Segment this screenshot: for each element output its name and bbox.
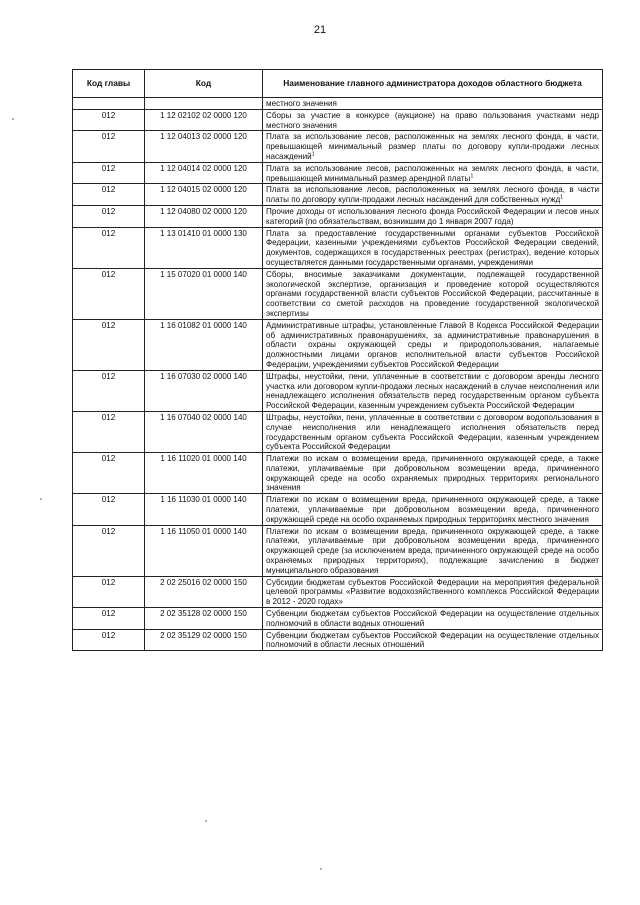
revenue-code-cell: 1 15 07020 01 0000 140: [145, 268, 263, 319]
chapter-code-cell: 012: [73, 411, 145, 452]
revenue-name-text: Платежи по искам о возмещении вреда, причиненного окружающей среде, а также платежи, уплачиваемые при добровольном возмещении вреда, причиненного окружающей среде на особо охраняемых природных территориях местного значения: [266, 495, 599, 524]
continuation-name-cell: местного значения: [263, 98, 603, 110]
table-row: [73, 370, 603, 411]
revenue-name-text: Платежи по искам о возмещении вреда, причиненного окружающей среде, а также платежи, уплачиваемые при добровольном возмещении вреда, причиненного окружающей среде на особо охраняемых природных территориях регионального значения: [266, 454, 599, 493]
revenue-code-cell: 2 02 25016 02 0000 150: [145, 576, 263, 607]
administrator-name-cell: [263, 205, 603, 227]
revenue-name-text: Субвенции бюджетам субъектов Российской Федерации на осуществление отдельных полномочий в области водных отношений: [266, 609, 599, 628]
revenue-name-text: Плата за использование лесов, расположенных на землях лесного фонда, в части, превышающей минимальный размер платы по договору купли-продажи лесных насаждений: [266, 132, 599, 161]
footnote-marker: 1: [470, 172, 474, 179]
page-number: 21: [313, 24, 327, 36]
revenue-name-text: Административные штрафы, установленные Главой 8 Кодекса Российской Федерации об административных правонарушениях, за административные правонарушения в области охраны окружающей среды и природопользования, налагаемые должностными лицами органов исполнительной власти субъектов Российской Федерации, учреждениями субъектов Российской Федерации: [266, 320, 599, 369]
revenue-code-cell: 1 12 04080 02 0000 120: [145, 205, 263, 227]
chapter-code-cell: 012: [73, 494, 145, 525]
scan-speck: [12, 118, 14, 120]
chapter-code-cell: 012: [73, 319, 145, 370]
administrator-name-cell: [263, 109, 603, 131]
continuation-code-cell: [145, 98, 263, 110]
table-row: [73, 131, 603, 162]
revenue-code-cell: 1 12 02102 02 0000 120: [145, 109, 263, 131]
table-row: [73, 608, 603, 630]
header-name: Наименование главного администратора доходов областного бюджета: [263, 70, 603, 98]
administrator-name-cell: [263, 411, 603, 452]
revenue-code-cell: 1 12 04013 02 0000 120: [145, 131, 263, 162]
chapter-code-cell: 012: [73, 576, 145, 607]
table-row: [73, 576, 603, 607]
administrator-name-cell: [263, 453, 603, 494]
scan-speck: [40, 498, 42, 500]
header-code: Код: [145, 70, 263, 98]
administrator-name-cell: [263, 268, 603, 319]
table-row: [73, 453, 603, 494]
table-row: [73, 319, 603, 370]
header-chapter-code: Код главы: [73, 70, 145, 98]
footnote-marker: 1: [311, 151, 315, 158]
revenue-code-cell: 1 16 11050 01 0000 140: [145, 525, 263, 576]
revenue-name-text: Плата за использование лесов, расположенных на землях лесного фонда, в части, превышающей минимальный размер арендной платы: [266, 163, 599, 183]
table-row: [73, 411, 603, 452]
footnote-marker: 1: [560, 194, 564, 201]
administrator-name-cell: [263, 131, 603, 162]
revenue-code-cell: 1 16 07030 02 0000 140: [145, 370, 263, 411]
table-header: [73, 70, 603, 98]
revenue-name-text: Прочие доходы от использования лесного фонда Российской Федерации и лесов иных категорий (по обязательствам, возникшим до 1 января 2007 года): [266, 206, 599, 226]
chapter-code-cell: 012: [73, 629, 145, 651]
revenue-code-cell: 1 13 01410 01 0000 130: [145, 227, 263, 268]
administrator-name-cell: [263, 576, 603, 607]
table-row: [73, 268, 603, 319]
chapter-code-cell: 012: [73, 227, 145, 268]
chapter-code-cell: 012: [73, 525, 145, 576]
chapter-code-cell: 012: [73, 184, 145, 206]
chapter-code-cell: 012: [73, 370, 145, 411]
table-row: [73, 227, 603, 268]
revenue-code-cell: 1 16 07040 02 0000 140: [145, 411, 263, 452]
scan-speck: [205, 820, 207, 822]
chapter-code-cell: 012: [73, 608, 145, 630]
revenue-code-cell: 1 16 11030 01 0000 140: [145, 494, 263, 525]
administrator-name-cell: [263, 227, 603, 268]
table-body: [73, 98, 603, 651]
revenue-name-text: Плата за использование лесов, расположенных на землях лесного фонда, в части платы по договору купли-продажи лесных насаждений для собственных нужд: [266, 185, 599, 205]
chapter-code-cell: 012: [73, 131, 145, 162]
chapter-code-cell: 012: [73, 162, 145, 184]
revenue-code-cell: 2 02 35128 02 0000 150: [145, 608, 263, 630]
table-row: [73, 184, 603, 206]
revenue-code-cell: 2 02 35129 02 0000 150: [145, 629, 263, 651]
revenue-name-text: Платежи по искам о возмещении вреда, причиненного окружающей среде, а также платежи, уплачиваемые при добровольном возмещении вреда, причиненного окружающей среде (за исключением вреда, причиненного окружающей среде на особо охраняемых природных территориях), подлежащие зачислению в бюджет муниципального образования: [266, 526, 599, 575]
revenue-name-text: Штрафы, неустойки, пени, уплаченные в соответствии с договором водопользования в случае неисполнения или ненадлежащего исполнения обязательств перед государственным органом субъекта Российской Федерации, казенным учреждением субъекта Российской Федерации: [266, 412, 599, 452]
scan-speck: [320, 868, 322, 870]
administrator-name-cell: [263, 370, 603, 411]
revenue-code-cell: 1 16 11020 01 0000 140: [145, 453, 263, 494]
chapter-code-cell: 012: [73, 268, 145, 319]
administrator-name-cell: [263, 608, 603, 630]
administrator-name-cell: [263, 494, 603, 525]
table-row: [73, 629, 603, 651]
revenue-name-text: Субсидии бюджетам субъектов Российской Федерации на мероприятия федеральной целевой программы «Развитие водохозяйственного комплекса Российской Федерации в 2012 - 2020 годах»: [266, 577, 599, 607]
continuation-row: [73, 98, 603, 110]
header-row: [73, 70, 603, 98]
administrator-name-cell: [263, 319, 603, 370]
revenue-code-cell: 1 16 01082 01 0000 140: [145, 319, 263, 370]
table-row: [73, 525, 603, 576]
chapter-code-cell: 012: [73, 453, 145, 494]
chapter-code-cell: 012: [73, 205, 145, 227]
administrator-name-cell: [263, 525, 603, 576]
administrator-name-cell: [263, 629, 603, 651]
chapter-code-cell: 012: [73, 109, 145, 131]
revenue-name-text: Штрафы, неустойки, пени, уплаченные в соответствии с договором аренды лесного участка или договором купли-продажи лесных насаждений в случае неисполнения или ненадлежащего исполнения обязательств перед государственным органом субъекта Российской Федерации, казенным учреждением субъекта Российской Федерации: [266, 371, 599, 411]
revenue-name-text: Субвенции бюджетам субъектов Российской Федерации на осуществление отдельных полномочий в области лесных отношений: [266, 630, 599, 650]
revenue-name-text: Сборы, вносимые заказчиками документации, подлежащей государственной экологической экспертизе, организация и проведение которой осуществляются органами государственной власти субъектов Российской Федерации, рассчитанные в соответствии со сметой расходов на проведение государственной экологической экспертизы: [266, 269, 599, 318]
revenue-code-cell: 1 12 04014 02 0000 120: [145, 162, 263, 184]
table-row: [73, 205, 603, 227]
revenue-code-cell: 1 12 04015 02 0000 120: [145, 184, 263, 206]
continuation-chapter-cell: [73, 98, 145, 110]
table-row: [73, 494, 603, 525]
revenue-name-text: Плата за предоставление государственными органами субъектов Российской Федерации, казенными учреждениями субъектов Российской Федерации сведений, документов, содержащихся в государственных реестрах (регистрах), ведение которых осуществляется данными государственными органами, учреждениями: [266, 228, 599, 267]
administrator-name-cell: [263, 184, 603, 206]
table-row: [73, 109, 603, 131]
revenue-name-text: Сборы за участие в конкурсе (аукционе) на право пользования участками недр местного значения: [266, 110, 599, 130]
table-row: [73, 162, 603, 184]
administrator-name-cell: [263, 162, 603, 184]
revenue-administrators-table: [72, 69, 603, 651]
